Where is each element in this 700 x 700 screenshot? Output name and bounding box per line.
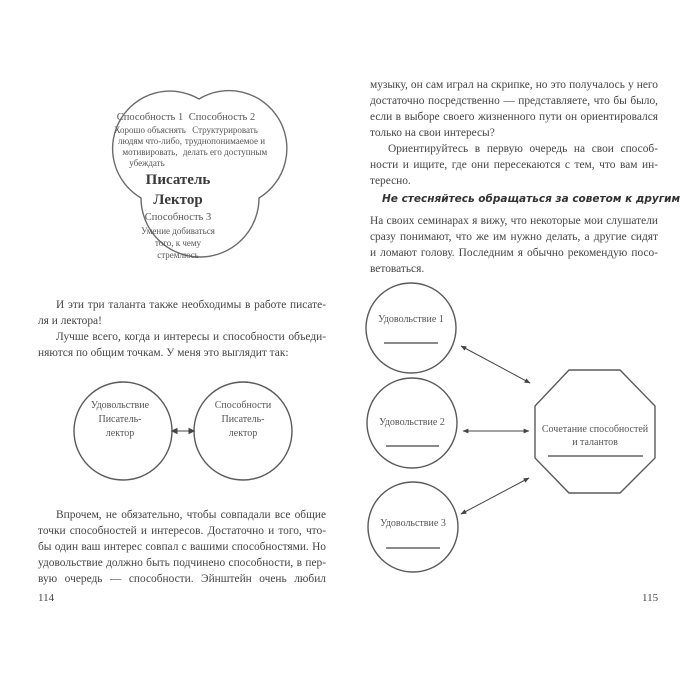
two-circle-diagram: [74, 382, 292, 480]
text-line: На своих семинарах я вижу, что некоторые мои слушатели: [370, 215, 658, 227]
text-line: бы один ваш интерес совпал с вашими способностями. Но: [38, 541, 326, 554]
ability-2-title: Способность 2: [188, 112, 256, 123]
ability-1-line-2: людям что-либо,: [118, 136, 182, 146]
arrow-1: [461, 346, 530, 383]
section-heading: Не стесняйтесь обращаться за советом к другим: [382, 193, 681, 205]
text-line: удовольствие должно быть подчинено способности, в пер-: [38, 557, 326, 570]
text-line: ветоваться.: [370, 263, 425, 276]
ability-2-line-2: труднопонимаемое и: [184, 136, 266, 146]
text-line: сразу понимают, что же им нужно делать, а другие сидят: [370, 231, 658, 244]
text-line: Впрочем, не обязательно, чтобы совпадали все общие: [56, 509, 326, 521]
text-line: И эти три таланта также необходимы в работе писате-: [56, 299, 326, 311]
ability-3-line-1: Умение добиваться: [141, 226, 215, 236]
arrow-3: [461, 478, 529, 514]
ability-1-line-3: мотивировать,: [122, 147, 178, 157]
left-paragraph-1: [38, 297, 326, 329]
text-line: вую очередь — способности. Эйнштейн очень любил: [38, 573, 326, 586]
text-line: точки способностей и интересов. Достаточно и того, что-: [38, 525, 326, 538]
text-line: только на свои интересы?: [370, 127, 495, 140]
text-line: ля и лектора!: [38, 315, 102, 328]
pleasure-2-label: Удовольствие 2: [379, 417, 445, 428]
text-line: Ориентируйтесь в первую очередь на свои способ-: [388, 143, 658, 155]
text-line: и ломают голову. Последним я обычно рекомендую посо-: [370, 247, 658, 260]
text-line: достаточно посредственно — представляете, что бы было,: [370, 95, 658, 108]
left-paragraph-3: [38, 507, 326, 587]
ability-1-line-1: Хорошо объяснять: [114, 125, 186, 135]
page-number-right: 115: [642, 592, 659, 604]
center-title-1: Писатель: [145, 172, 211, 188]
ability-2-line-1: Структурировать: [192, 125, 258, 135]
pleasure-circle-line-3: лектор: [105, 428, 135, 439]
double-arrow: [172, 429, 194, 434]
text-line: если в выборе своего жизненного пути он ориентировался: [370, 111, 658, 124]
text-line: няются по общим точкам. У меня это выглядит так:: [38, 347, 289, 360]
text-line: тересно.: [370, 175, 411, 188]
ability-3-line-2: того, к чему: [154, 238, 202, 248]
pleasure-1-circle: [366, 283, 456, 373]
pleasure-circle-line-1: Удовольствие: [90, 400, 150, 411]
center-title-2: Лектор: [153, 192, 203, 208]
ability-1-title: Способность 1: [116, 112, 184, 123]
abilities-circle-line-1: Способности: [214, 400, 272, 411]
octagon-label-1: Сочетание способностей: [541, 424, 649, 435]
pleasure-3-label: Удовольствие 3: [380, 518, 446, 529]
page-number-left: 114: [38, 592, 55, 604]
right-page: [350, 0, 700, 700]
octagon-label-2: и талантов: [572, 437, 618, 448]
pleasure-1-label: Удовольствие 1: [378, 314, 444, 325]
ability-1-line-4: убеждать: [129, 158, 165, 168]
pleasure-circle-line-2: Писатель-: [98, 414, 142, 425]
ability-3-line-3: стремлюсь: [157, 250, 199, 260]
abilities-circle-line-2: Писатель-: [221, 414, 265, 425]
abilities-circle-line-3: лектор: [228, 428, 258, 439]
text-line: Лучше всего, когда и интересы и способности объеди-: [56, 331, 326, 343]
ability-2-line-3: делать его доступным: [182, 147, 268, 157]
text-line: ности и ищите, где они пересекаются с тем, что вам ин-: [370, 159, 658, 172]
left-paragraph-2: [38, 329, 326, 361]
text-line: музыку, он сам играл на скрипке, но это получалось у него: [370, 79, 658, 91]
ability-3-title: Способность 3: [144, 212, 212, 223]
